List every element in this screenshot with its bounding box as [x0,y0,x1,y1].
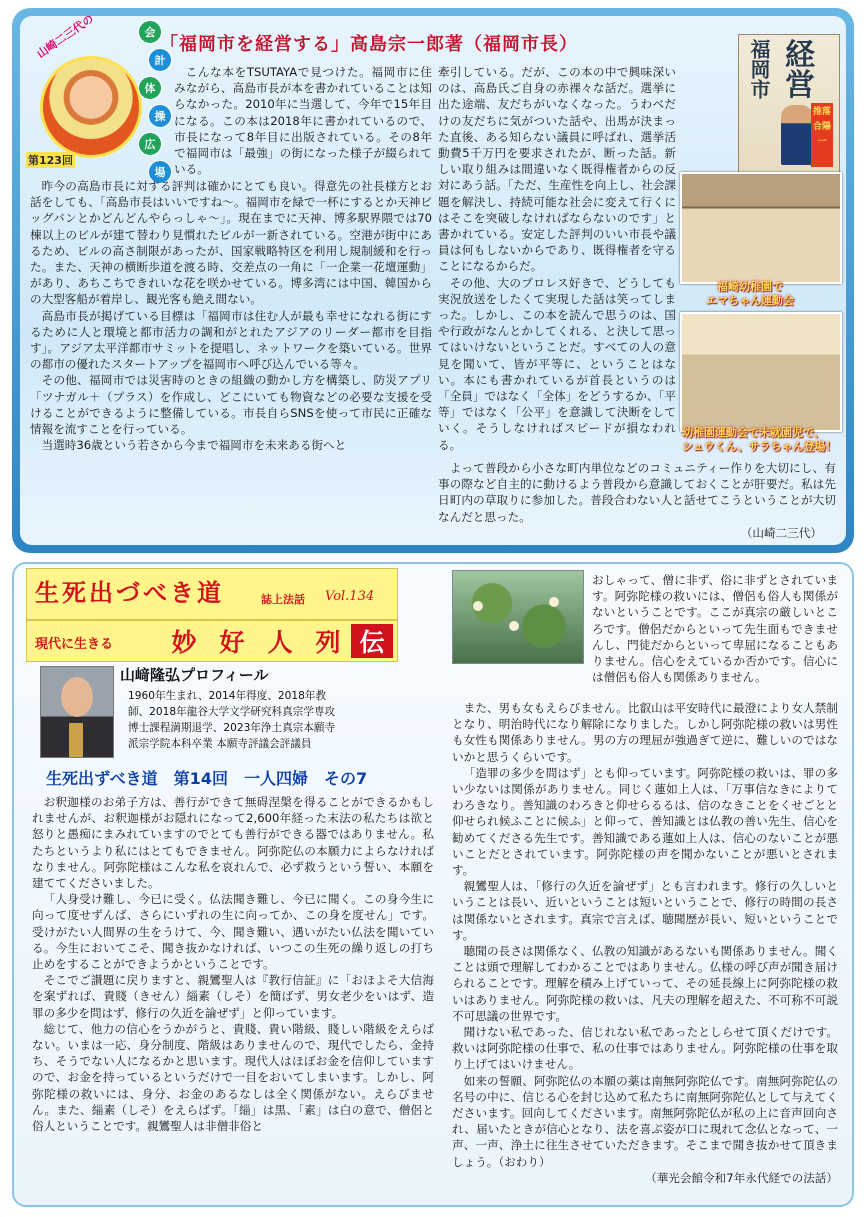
profile-name: 山﨑隆弘プロフィール [120,666,269,684]
paragraph: 親鸞聖人は、「修行の久近を論ぜず」とも言われます。修行の久しいということは長い、近いということは短いということで、修行の時間の長さは関係ないとされます。真宗で言えば、聴聞歴が長い、短いということです。 [452,879,838,942]
caption-line: シュウくん、サラちゃん登場！ [682,440,837,453]
talk-right-column [452,700,838,1186]
paragraph: お釈迦様のお弟子方は、善行ができて無碍涅槃を得ることができるかもしれませんが、お釈迦様がお隠れになって2,600年経った末法の私たちは欲と怒りと愚痴にまみれていますのでとても善行ができる器ではありません。私たちというより私にはとてもできません。阿弥陀仏の本願力によらなければなりません。阿弥陀様はこんな私を哀れんで、必ず救うという誓い、本願を建ててくださいました。 [32,795,434,891]
bubble-char: 広 [138,132,162,156]
paragraph: その他、大のプロレス好きで、どうしても実況放送をしたくて実現した話は笑ってしまった。しかし、この本を読んで思うのは、国や行政がなんとかしてくれる、と決して思ってはいけないということだ。すべての人の意見を聞いて、皆が平等に、ということはない。本にも書かれているが首長というのは「全員」ではなく「全体」をどうするか、「平等」ではなく「公平」を意識して決断をしていく。そうしなければスピードが損なわれる。 [438,275,676,452]
bubble-char: 計 [148,48,172,72]
series-name: 山崎二三代の [34,12,97,61]
essay-intro [174,64,432,177]
paragraph: こんな本をTSUTAYAで見つけた。福岡市に住みながら、高島市長が本を書かれていることは知らなかった。2010年に当選して、今年で15年目になる。この本は2018年に書かれているので、市長になって8年目に出版されている。その8年で福岡市は「最強」の街になった様子が綴られている。 [174,65,432,177]
bio-line: 1960年生まれ、2014年得度、2018年教 [128,690,327,702]
lotus-pond-photo [452,570,584,664]
bubble-char: 体 [138,76,162,100]
paragraph: その他、福岡市では災害時のときの組織の動かし方を構築し、防災アプリ「ツナガル＋（プラス）を作成し、どこにいても物資などの必要な支援を受けることができるように整備している。市長自らSNSを使って市民に正確な情報を流すことを行っている。 [30,373,432,437]
essay-title: 「福岡市を経営する」高島宗一郎著（福岡市長） [160,34,578,55]
lotus-flower [509,621,519,631]
bubble-char: 会 [138,20,162,44]
caption-line: エマちゃん運動会 [706,294,794,307]
author-portrait [40,666,114,758]
lotus-flower [473,601,483,611]
portrait-face [61,677,93,717]
paragraph: 当選時36歳という若さから今まで福岡市を未来ある街へと [41,438,347,453]
paragraph: 牽引している。だが、この本の中で興味深いのは、高島氏ご自身の赤裸々な話だ。選挙に出た途端、友だちがいなくなった。うわべだけの友だちに気がついた話や、出馬が決まった直後、ある知らない議員に呼ばれ、選挙活動費5千万円を要求されたが、断った話。新しい取り組みは間違いなく既得権者からの反対にあう話。「ただ、生産性を向上し、社会課題を解決し、持続可能な社会に変えて行くにはそこを突破しなければならないのです」と書かれている。安定した評判のいい市長や議員は何もしないからであり、既得権者を守ることになるからだ。 [438,65,676,274]
header-title: 生死出づべき道 [35,578,224,607]
bio-line: 博士課程満期退学、2023年浄土真宗本願寺 [128,722,336,734]
talk-heading: 生死出ずべき道 第14回 一人四婦 その7 [46,769,368,788]
paragraph: 昨今の高島市長に対する評判は確かにとても良い。得意先の社長様方とお話をしても、「高島市長はいいですね～。福岡市を緑で一杯にするとか天神ビッグバンとかどんどんやらっしゃ～」。現在までに天神、博多駅界隈では70棟以上のビルが建て替わり見慣れたビルが一新されている。空港が街中にあるため、ビルの高さ制限があったが、国家戦略特区を利用し規制緩和を行った。また、天神の横断歩道を渡る時、交差点の一角に「一企業一花壇運動」があり、あちこちできれいな花を咲かせている。博多湾には中国、韓国からの大型客船が着岸し、観光客も絶え間ない。 [30,179,432,307]
caption-line: 福崎幼稚園で [717,280,783,293]
paragraph: おしゃって、僧に非ず、俗に非ずとされています。阿弥陀様の救いには、僧侶も俗人も関係がないということです。ここが真宗の厳しいところです。僧侶だからといって先生面もできませんし、門徒だからといって卑屈になることもありません。信心をえているか否かです。信心には僧侶も俗人も関係ありません。 [592,573,838,685]
caption-line: 幼稚園運動会で末就園児で、 [682,426,825,439]
talk-right-top [592,572,838,685]
author-photo [40,56,142,158]
paragraph: よって普段から小さな町内単位などのコミュニティー作りを大切にし、有事の際など自主的に動けるよう普段から意識しておくことが肝要だ。私は先日町内の草取りに参加した。普段合わない人と話せてこうということが大切なんだと思った。 [438,461,836,524]
essay-signature: （山崎二三代） [740,525,822,540]
book-cover-image [738,34,840,174]
paragraph: 聞けない私であった、信じれない私であったとしらせて頂くだけです。救いは阿弥陀様の仕事で、私の仕事ではありません。阿弥陀様の仕事を取り上げてはいけません。 [452,1025,838,1072]
essay-left-column [30,178,432,453]
paragraph: 如来の誓願、阿弥陀仏の本願の薬は南無阿弥陀仏です。南無阿弥陀仏の名号の中に、信じる心を封じ込めて私たちに南無阿弥陀仏として与えてくださいます。回向してくださいます。南無阿弥陀仏が私の上に音声回向され、届いたときが信心となり、法を喜ぶ姿が口に現れて念仏となって、一声、一声、浄土に往生させていただきます。そこまで聞き抜かせて頂きましょう。（おわり） [452,1073,838,1169]
paragraph: 高島市長が掲げている目標は「福岡市は住む人が最も幸せになれる街にするために人と環境と都市活力の調和がとれたアジアのリーダー都市を目指す」。アジア太平洋都市サミットを提唱し、ネットワークを築いている。世界の都市の優れたスタートアップを福岡市へ呼び込んでいる等々。 [30,308,432,372]
essay-right-column [438,64,676,453]
title-char: 伝 [351,624,393,658]
title-char: 人 [259,624,301,658]
talk-left-column [32,794,434,1134]
profile-bio [128,688,428,752]
lotus-flower [549,597,559,607]
column-header [26,568,398,620]
kindergarten-photo-2 [680,312,842,432]
column-badge [26,12,174,179]
paragraph: 「人身受け難し、今已に受く。仏法聞き難し、今已に聞く。この身今生に向って度せずんば、さらにいずれの生に向ってか、この身を度せん」です。受けがたい人間界の生をうけて、今、聞き難い、遇いがたい仏法を聞いている。今生においてこそ、聞き抜かなければ、いつこの生死の繰り返しの打ち止めをすることができようかということです。 [32,892,434,972]
book-recommend-stamp: 推落合陽一 [811,103,833,167]
essay-closing [438,460,836,541]
book-author-figure [781,105,813,165]
subheader-text: 現代に生きる [35,637,114,652]
book-title-big: 経営 [785,38,815,103]
episode-number: 第123回 [28,154,73,167]
bio-line: 師、2018年龍谷大学文学研究科真宗学専攻 [128,706,336,718]
header-small: 誌上法話 [261,593,305,606]
bio-line: 派宗学院本科卒業 本願寺評議会評議員 [128,738,312,750]
title-char: 好 [211,624,253,658]
photo-caption-2 [682,426,836,454]
paragraph: 総じて、他力の信心をうかがうと、貴賤、貴い階級、賤しい階級をえらばない。いまは一応、身分制度、階級はありませんので、現代でしたら、金持ち、そうでない人になるかと思います。現代人はほぼお金を信仰していますので、お金を持っているというだけで一目をおいてしまいます。しかし、阿弥陀様の救いには、身分、お金のあるなしは全く関係がない。えらびません。また、緇素（しそ）をえらばず。「緇」は黒、「素」は白の意で、僧侶と俗人ということです。親鸞聖人は非僧非俗と [32,1021,434,1134]
paragraph: 聴聞の長さは関係なく、仏教の知識があるないも関係ありません。聞くことは頭で理解してわかることではありません。仏様の呼び声が聞き届けられることです。理解を積み上げていって、その延長線上に阿弥陀様の救いはありません。阿弥陀様の救いは、凡夫の理解を超えた、不可称不可説不可思議の世界です。 [452,944,838,1023]
bubble-char: 場 [148,160,172,184]
book-title-top: 福岡市 [747,39,771,99]
portrait-stole [69,723,83,757]
bubble-char: 操 [148,104,172,128]
title-char: 妙 [163,624,205,658]
photo-caption-1 [706,280,794,308]
paragraph: 「造罪の多少を問はず」とも仰っています。阿弥陀様の救いは、罪の多い少ないは関係がありません。同じく蓮如上人は、「万事信なきによりてわろきなり。善知識のわろきと仰せらるるは、信のなきことをくせごとと仰せられ候ふことに候ふ」と仰って、善知識とは仏教の善い先生、信心を勧めてくださる先生です。善知識である蓮如上人は、信心のないことが悪いことだとされています。阿弥陀様の声を聞かないことが悪いとされます。 [452,765,838,878]
paragraph: また、男も女もえらびません。比叡山は平安時代に最澄により女人禁制となり、明治時代になり解除になりました。しかし阿弥陀様の救いは男性も女性も関係ありません。男の方の理屈が強過ぎて逆に、難しいのではないかと思うくらいです。 [452,701,838,764]
talk-footer: （華光会館令和7年永代経での法話） [645,1170,838,1185]
column-subheader [26,620,398,662]
paragraph: そこでご讃題に戻りますと、親鸞聖人は『教行信証』に「おほよそ大信海を案ずれば、貴賤（きせん）緇素（しそ）を簡ばず、男女老少をいはず、造罪の多少を問はず、修行の久近を論ぜず」と仰っています。 [32,973,434,1020]
kindergarten-photo-1 [680,172,842,284]
title-char: 列 [307,624,349,658]
volume-number: Vol.134 [325,589,375,604]
